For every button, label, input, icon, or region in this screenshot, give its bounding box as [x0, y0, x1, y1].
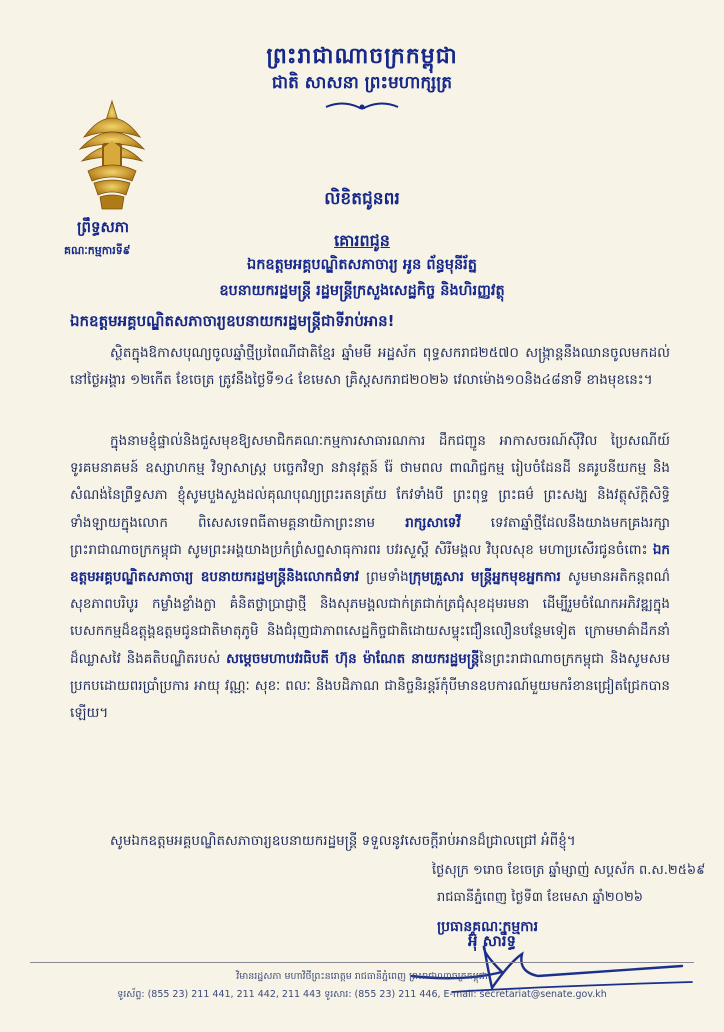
- paragraph-blessing: [70, 428, 670, 727]
- paragraph-text: នៃព្រះរាជាណាចក្រកម្ពុជា និងសូមសមប្រកបដោយពរប្រាំប្រការ អាយុ វណ្ណៈ សុខៈ ពលៈ និងបដិភាណ ជានិច្ចនិរន្តរ៍កុំបីមានឧបការណ៍មួយមករំខានជ្រៀតជ្រែកបានឡើយ។: [70, 650, 671, 722]
- officials-label: មន្ត្រីអ្នកមុខអ្នកការ: [471, 569, 561, 586]
- recipient-title: ឧបនាយករដ្ឋមន្ត្រី រដ្ឋមន្ត្រីក្រសួងសេដ្ឋកិច្ច និងហិរញ្ញវត្ថុ: [219, 283, 505, 299]
- paragraph-new-year: ស្ថិតក្នុងឱកាសបុណ្យចូលឆ្នាំថ្មីប្រពៃណីជាតិខ្មែរ ឆ្នាំមមី អដ្ឋស័ក ពុទ្ធសករាជ២៥៧០ សង្ក្រាន្តនឹងឈានចូលមកដល់នៅថ្ងៃអង្គារ ១២កើត ខែចេត្រ ត្រូវនឹងថ្ងៃទី១៤ ខែមេសា គ្រិស្តសករាជ២០២៦ វេលាម៉ោង១០និង៤៨នាទី ខាងមុខនេះ។: [70, 345, 670, 389]
- prime-minister-name: សម្តេចមហាបវរធិបតី ហ៊ុន ម៉ាណែត: [226, 650, 406, 667]
- closing-line: សូមឯកឧត្តមអគ្គបណ្ឌិតសភាចារ្យឧបនាយករដ្ឋមន្ត្រី ទទួលនូវសេចក្តីរាប់អានដ៏ជ្រាលជ្រៅ អំពីខ្ញុំ។: [110, 833, 576, 849]
- signer-name: អ៊ុំ សារឹទ្ធ: [468, 932, 517, 950]
- footer-divider: [30, 962, 694, 963]
- family-label: ក្រុមគ្រួសារ: [408, 569, 464, 586]
- institution-name: ព្រឹទ្ធសភា: [77, 218, 130, 236]
- deity-name: រាក្សសាទេវី: [405, 514, 461, 531]
- honoree-name: ឯកឧត្តមអគ្គបណ្ឌិតសភាចារ្យ ឧបនាយករដ្ឋមន្ត្រីនិងលោកជំទាវ: [70, 541, 670, 586]
- kingdom-heading: ព្រះរាជាណាចក្រកម្ពុជា: [266, 43, 458, 69]
- recipient-name: ឯកឧត្តមអគ្គបណ្ឌិតសភាចារ្យ អូន ព័ន្ធមុនីរ័ត្ន: [246, 257, 477, 273]
- footer-contact: ទូរស័ព្ទ: (855 23) 211 441, 211 442, 211 443 ទូរសារ: (855 23) 211 446, E-mail: secretariat@senate.gov.kh: [117, 989, 607, 1000]
- paragraph-text: ព្រមទាំង: [366, 569, 409, 586]
- paragraph-text: សូមមានអតិកន្តពណ៌ សុខភាពបរិបូរ កម្លាំងខ្លាំងក្លា គំនិតថ្លាប្រាជ្ញាថ្មី និងសុភមង្គលជាក់ត្រជាក់ត្រជុំសុខដុមរមនា ដើម្បីរួមចំណែកអភិវឌ្ឍក្នុងបេសកកម្មដ៏ឧត្តុង្គឧត្តមជូនជាតិមាតុភូមិ និងជំរុញជាភាពសេដ្ឋកិច្ចជាតិដោយសម្ទុះជឿនលឿនបន្ថែមទៀត ក្រោមមាគ៌ាដឹកនាំដ៏ឈ្លាសវៃ និងគតិបណ្ឌិតរបស់: [70, 569, 671, 667]
- salutation: ឯកឧត្តមអគ្គបណ្ឌិតសភាចារ្យឧបនាយករដ្ឋមន្ត្រីជាទីរាប់អាន!: [70, 312, 395, 330]
- paragraph-text: ទេវតាឆ្នាំថ្មីដែលនឹងយាងមកគ្រងរក្សាព្រះរាជាណាចក្រកម្ពុជា សូមព្រះអង្គយាងប្រកំព្រំសព្ទសាធុការពរ បវរសួស្តី សិរីមង្គល វិបុលសុខ មហាប្រសើរជូនចំពោះ: [70, 514, 670, 558]
- committee-name: គណៈកម្មការទី៩: [64, 244, 131, 257]
- national-motto: ជាតិ សាសនា ព្រះមហាក្សត្រ: [271, 73, 453, 93]
- lunar-date: ថ្ងៃសុក្រ ១រោច ខែចេត្រ ឆ្នាំម្សាញ់ សប្តស័ក ព.ស.២៥៦៩: [432, 863, 706, 878]
- ornament-divider: [322, 100, 402, 114]
- footer-address: វិមានរដ្ឋសភា មហាវិថីព្រះនរោត្តម រាជធានីភ្នំពេញ ព្រះរាជាណាចក្រកម្ពុជា: [236, 971, 488, 982]
- letter-title: លិខិតជូនពរ: [324, 189, 400, 209]
- prime-minister-title: នាយករដ្ឋមន្ត្រី: [411, 650, 480, 667]
- paragraph-text: ក្នុងនាមខ្ញុំផ្ទាល់និងជួសមុខឱ្យសមាជិកគណៈកម្មការសាធារណការ ដឹកជញ្ជូន អាកាសចរណ៍ស៊ីវិល ប្រៃសណីយ៍ ទូរគមនាគមន៍ ឧស្សាហកម្ម វិទ្យាសាស្ត្រ បច្ចេកវិទ្យា នវានុវត្តន៍ រ៉ែ ថាមពល ពាណិជ្ជកម្ម រៀបចំដែនដី នគរូបនីយកម្ម និងសំណង់នៃព្រឹទ្ធសភា ខ្ញុំសូមបួងសួងដល់គុណបុណ្យព្រះរតនត្រ័យ កែវទាំងបី ព្រះពុទ្ធ ព្រះធម៌ ព្រះសង្ឃ និងវត្ថុស័ក្តិសិទ្ធិទាំងឡាយក្នុងលោក ពិសេសទេពធីតាមគ្គនាយិកាព្រះនាម: [70, 433, 670, 531]
- signer-title: ប្រធានគណៈកម្មការ: [437, 919, 539, 935]
- to-label: គោរពជូន: [334, 231, 390, 250]
- solar-date: រាជធានីភ្នំពេញ ថ្ងៃទី៣ ខែមេសា ឆ្នាំ២០២៦: [437, 890, 644, 905]
- handwritten-signature: [392, 942, 702, 1032]
